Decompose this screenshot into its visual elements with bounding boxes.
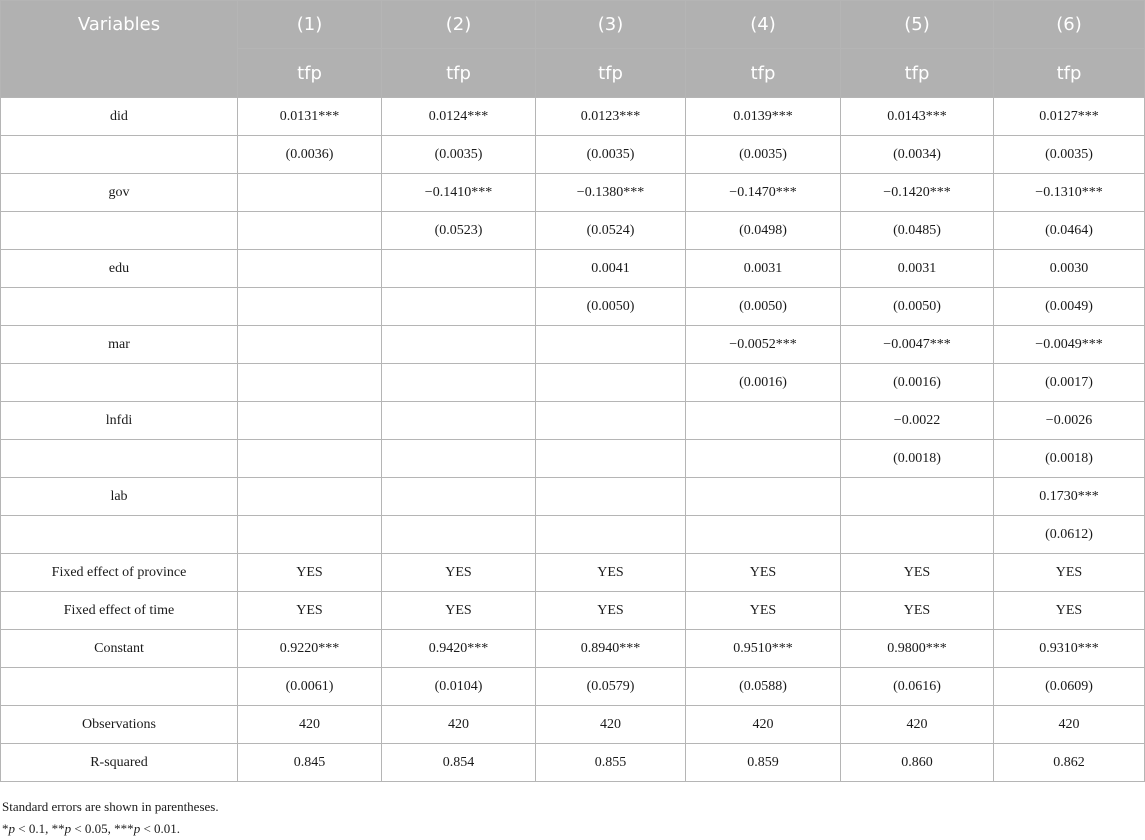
table-row xyxy=(1,136,1145,174)
table-cell xyxy=(238,364,382,402)
table-cell xyxy=(238,212,382,250)
row-label xyxy=(1,364,238,402)
table-cell xyxy=(686,402,841,440)
table-cell: 0.0127*** xyxy=(994,98,1145,136)
table-cell: −0.0047*** xyxy=(841,326,994,364)
row-label: lab xyxy=(1,478,238,516)
table-cell: YES xyxy=(841,592,994,630)
table-body xyxy=(1,98,1145,782)
table-cell: (0.0049) xyxy=(994,288,1145,326)
table-cell: −0.1470*** xyxy=(686,174,841,212)
table-cell xyxy=(536,364,686,402)
row-label: Constant xyxy=(1,630,238,668)
table-cell: (0.0034) xyxy=(841,136,994,174)
table-cell: (0.0050) xyxy=(536,288,686,326)
note-part-italic: p xyxy=(8,821,15,836)
table-cell: 0.854 xyxy=(382,744,536,782)
table-row xyxy=(1,630,1145,668)
table-cell xyxy=(382,516,536,554)
note-part: * xyxy=(2,821,9,836)
table-cell xyxy=(536,478,686,516)
table-cell: −0.0022 xyxy=(841,402,994,440)
table-cell xyxy=(841,516,994,554)
table-row xyxy=(1,98,1145,136)
table-cell xyxy=(382,402,536,440)
table-cell xyxy=(382,250,536,288)
table-cell: YES xyxy=(994,554,1145,592)
table-cell: (0.0018) xyxy=(994,440,1145,478)
table-row xyxy=(1,744,1145,782)
table-cell: (0.0485) xyxy=(841,212,994,250)
table-row xyxy=(1,668,1145,706)
table-cell: (0.0524) xyxy=(536,212,686,250)
table-cell: 0.0143*** xyxy=(841,98,994,136)
table-row xyxy=(1,250,1145,288)
table-cell: (0.0061) xyxy=(238,668,382,706)
table-cell xyxy=(238,288,382,326)
table-cell: 0.0031 xyxy=(841,250,994,288)
row-label xyxy=(1,440,238,478)
table-cell: 0.1730*** xyxy=(994,478,1145,516)
table-cell: YES xyxy=(238,554,382,592)
table-cell: (0.0016) xyxy=(841,364,994,402)
table-cell xyxy=(238,174,382,212)
table-cell: 0.9420*** xyxy=(382,630,536,668)
table-cell: 0.845 xyxy=(238,744,382,782)
table-row xyxy=(1,592,1145,630)
table-header xyxy=(1,1,1145,98)
table-cell: 420 xyxy=(536,706,686,744)
table-cell: 420 xyxy=(686,706,841,744)
table-cell: 0.860 xyxy=(841,744,994,782)
table-cell: 420 xyxy=(382,706,536,744)
table-cell xyxy=(841,478,994,516)
model-number-header: (6) xyxy=(994,1,1145,49)
row-label: Fixed effect of province xyxy=(1,554,238,592)
table-cell: 0.0124*** xyxy=(382,98,536,136)
table-row xyxy=(1,326,1145,364)
note-part: < 0.05, *** xyxy=(71,821,134,836)
table-cell: YES xyxy=(686,554,841,592)
model-number-header: (3) xyxy=(536,1,686,49)
table-cell xyxy=(238,402,382,440)
table-cell: (0.0609) xyxy=(994,668,1145,706)
variables-header: Variables xyxy=(1,1,238,98)
table-cell xyxy=(536,516,686,554)
note-part-italic: p xyxy=(133,821,141,836)
table-cell xyxy=(238,516,382,554)
row-label: edu xyxy=(1,250,238,288)
row-label xyxy=(1,668,238,706)
table-cell: 0.9310*** xyxy=(994,630,1145,668)
table-cell: −0.0052*** xyxy=(686,326,841,364)
table-cell xyxy=(536,402,686,440)
row-label: Fixed effect of time xyxy=(1,592,238,630)
table-cell: 0.859 xyxy=(686,744,841,782)
table-cell: (0.0035) xyxy=(686,136,841,174)
table-cell: (0.0579) xyxy=(536,668,686,706)
table-cell xyxy=(382,440,536,478)
row-label xyxy=(1,212,238,250)
table-cell: (0.0050) xyxy=(841,288,994,326)
table-row xyxy=(1,212,1145,250)
table-cell: 0.9510*** xyxy=(686,630,841,668)
table-cell xyxy=(536,326,686,364)
row-label: R-squared xyxy=(1,744,238,782)
note-part: < 0.01. xyxy=(140,821,181,836)
table-cell: 420 xyxy=(841,706,994,744)
header-row-model-numbers xyxy=(1,1,1145,49)
table-cell: 0.855 xyxy=(536,744,686,782)
table-cell: YES xyxy=(994,592,1145,630)
table-row xyxy=(1,174,1145,212)
table-cell xyxy=(238,478,382,516)
table-row xyxy=(1,478,1145,516)
table-row xyxy=(1,288,1145,326)
table-cell: (0.0035) xyxy=(994,136,1145,174)
table-cell: (0.0616) xyxy=(841,668,994,706)
table-cell: YES xyxy=(686,592,841,630)
row-label: mar xyxy=(1,326,238,364)
row-label: did xyxy=(1,98,238,136)
table-cell: 420 xyxy=(994,706,1145,744)
table-cell: 0.0030 xyxy=(994,250,1145,288)
table-cell: (0.0498) xyxy=(686,212,841,250)
table-cell xyxy=(686,440,841,478)
dependent-variable-header: tfp xyxy=(841,49,994,98)
row-label xyxy=(1,516,238,554)
table-cell xyxy=(536,440,686,478)
row-label: lnfdi xyxy=(1,402,238,440)
table-cell: −0.1420*** xyxy=(841,174,994,212)
table-cell: 0.8940*** xyxy=(536,630,686,668)
table-cell: (0.0017) xyxy=(994,364,1145,402)
table-cell xyxy=(686,516,841,554)
table-cell: 0.0123*** xyxy=(536,98,686,136)
table-row xyxy=(1,554,1145,592)
table-cell: YES xyxy=(536,554,686,592)
table-cell xyxy=(238,326,382,364)
table-cell: YES xyxy=(382,592,536,630)
table-cell: −0.1380*** xyxy=(536,174,686,212)
table-cell: (0.0588) xyxy=(686,668,841,706)
table-cell: (0.0104) xyxy=(382,668,536,706)
table-cell: 0.0139*** xyxy=(686,98,841,136)
table-cell: (0.0464) xyxy=(994,212,1145,250)
table-cell: YES xyxy=(382,554,536,592)
dependent-variable-header: tfp xyxy=(382,49,536,98)
table-cell: (0.0036) xyxy=(238,136,382,174)
table-cell: 0.862 xyxy=(994,744,1145,782)
note-part-italic: p xyxy=(64,821,72,836)
table-cell: −0.0026 xyxy=(994,402,1145,440)
dependent-variable-header: tfp xyxy=(238,49,382,98)
table-row xyxy=(1,516,1145,554)
table-row xyxy=(1,706,1145,744)
note-part: < 0.1, ** xyxy=(15,821,65,836)
dependent-variable-header: tfp xyxy=(994,49,1145,98)
table-cell: (0.0050) xyxy=(686,288,841,326)
row-label xyxy=(1,288,238,326)
table-row xyxy=(1,440,1145,478)
table-cell: 420 xyxy=(238,706,382,744)
table-cell: −0.1310*** xyxy=(994,174,1145,212)
model-number-header: (1) xyxy=(238,1,382,49)
standard-errors-note: Standard errors are shown in parentheses. xyxy=(2,799,219,814)
row-label: Observations xyxy=(1,706,238,744)
significance-note xyxy=(2,818,219,840)
table-row xyxy=(1,364,1145,402)
table-cell: YES xyxy=(841,554,994,592)
row-label: gov xyxy=(1,174,238,212)
table-cell: YES xyxy=(238,592,382,630)
table-cell: −0.0049*** xyxy=(994,326,1145,364)
dependent-variable-header: tfp xyxy=(536,49,686,98)
table-cell: 0.0031 xyxy=(686,250,841,288)
table-notes xyxy=(2,796,219,840)
table-cell: (0.0018) xyxy=(841,440,994,478)
table-cell xyxy=(382,478,536,516)
table-cell: −0.1410*** xyxy=(382,174,536,212)
table-row xyxy=(1,402,1145,440)
table-cell: 0.9220*** xyxy=(238,630,382,668)
table-cell xyxy=(238,250,382,288)
dependent-variable-header: tfp xyxy=(686,49,841,98)
table-cell: (0.0035) xyxy=(536,136,686,174)
table-cell: (0.0035) xyxy=(382,136,536,174)
table-cell: 0.0131*** xyxy=(238,98,382,136)
table-cell xyxy=(238,440,382,478)
model-number-header: (4) xyxy=(686,1,841,49)
table-cell xyxy=(382,288,536,326)
table-cell: 0.9800*** xyxy=(841,630,994,668)
model-number-header: (2) xyxy=(382,1,536,49)
model-number-header: (5) xyxy=(841,1,994,49)
table-cell xyxy=(686,478,841,516)
table-cell: (0.0612) xyxy=(994,516,1145,554)
row-label xyxy=(1,136,238,174)
table-cell: 0.0041 xyxy=(536,250,686,288)
table-cell: YES xyxy=(536,592,686,630)
table-cell: (0.0523) xyxy=(382,212,536,250)
table-cell: (0.0016) xyxy=(686,364,841,402)
table-cell xyxy=(382,364,536,402)
table-cell xyxy=(382,326,536,364)
